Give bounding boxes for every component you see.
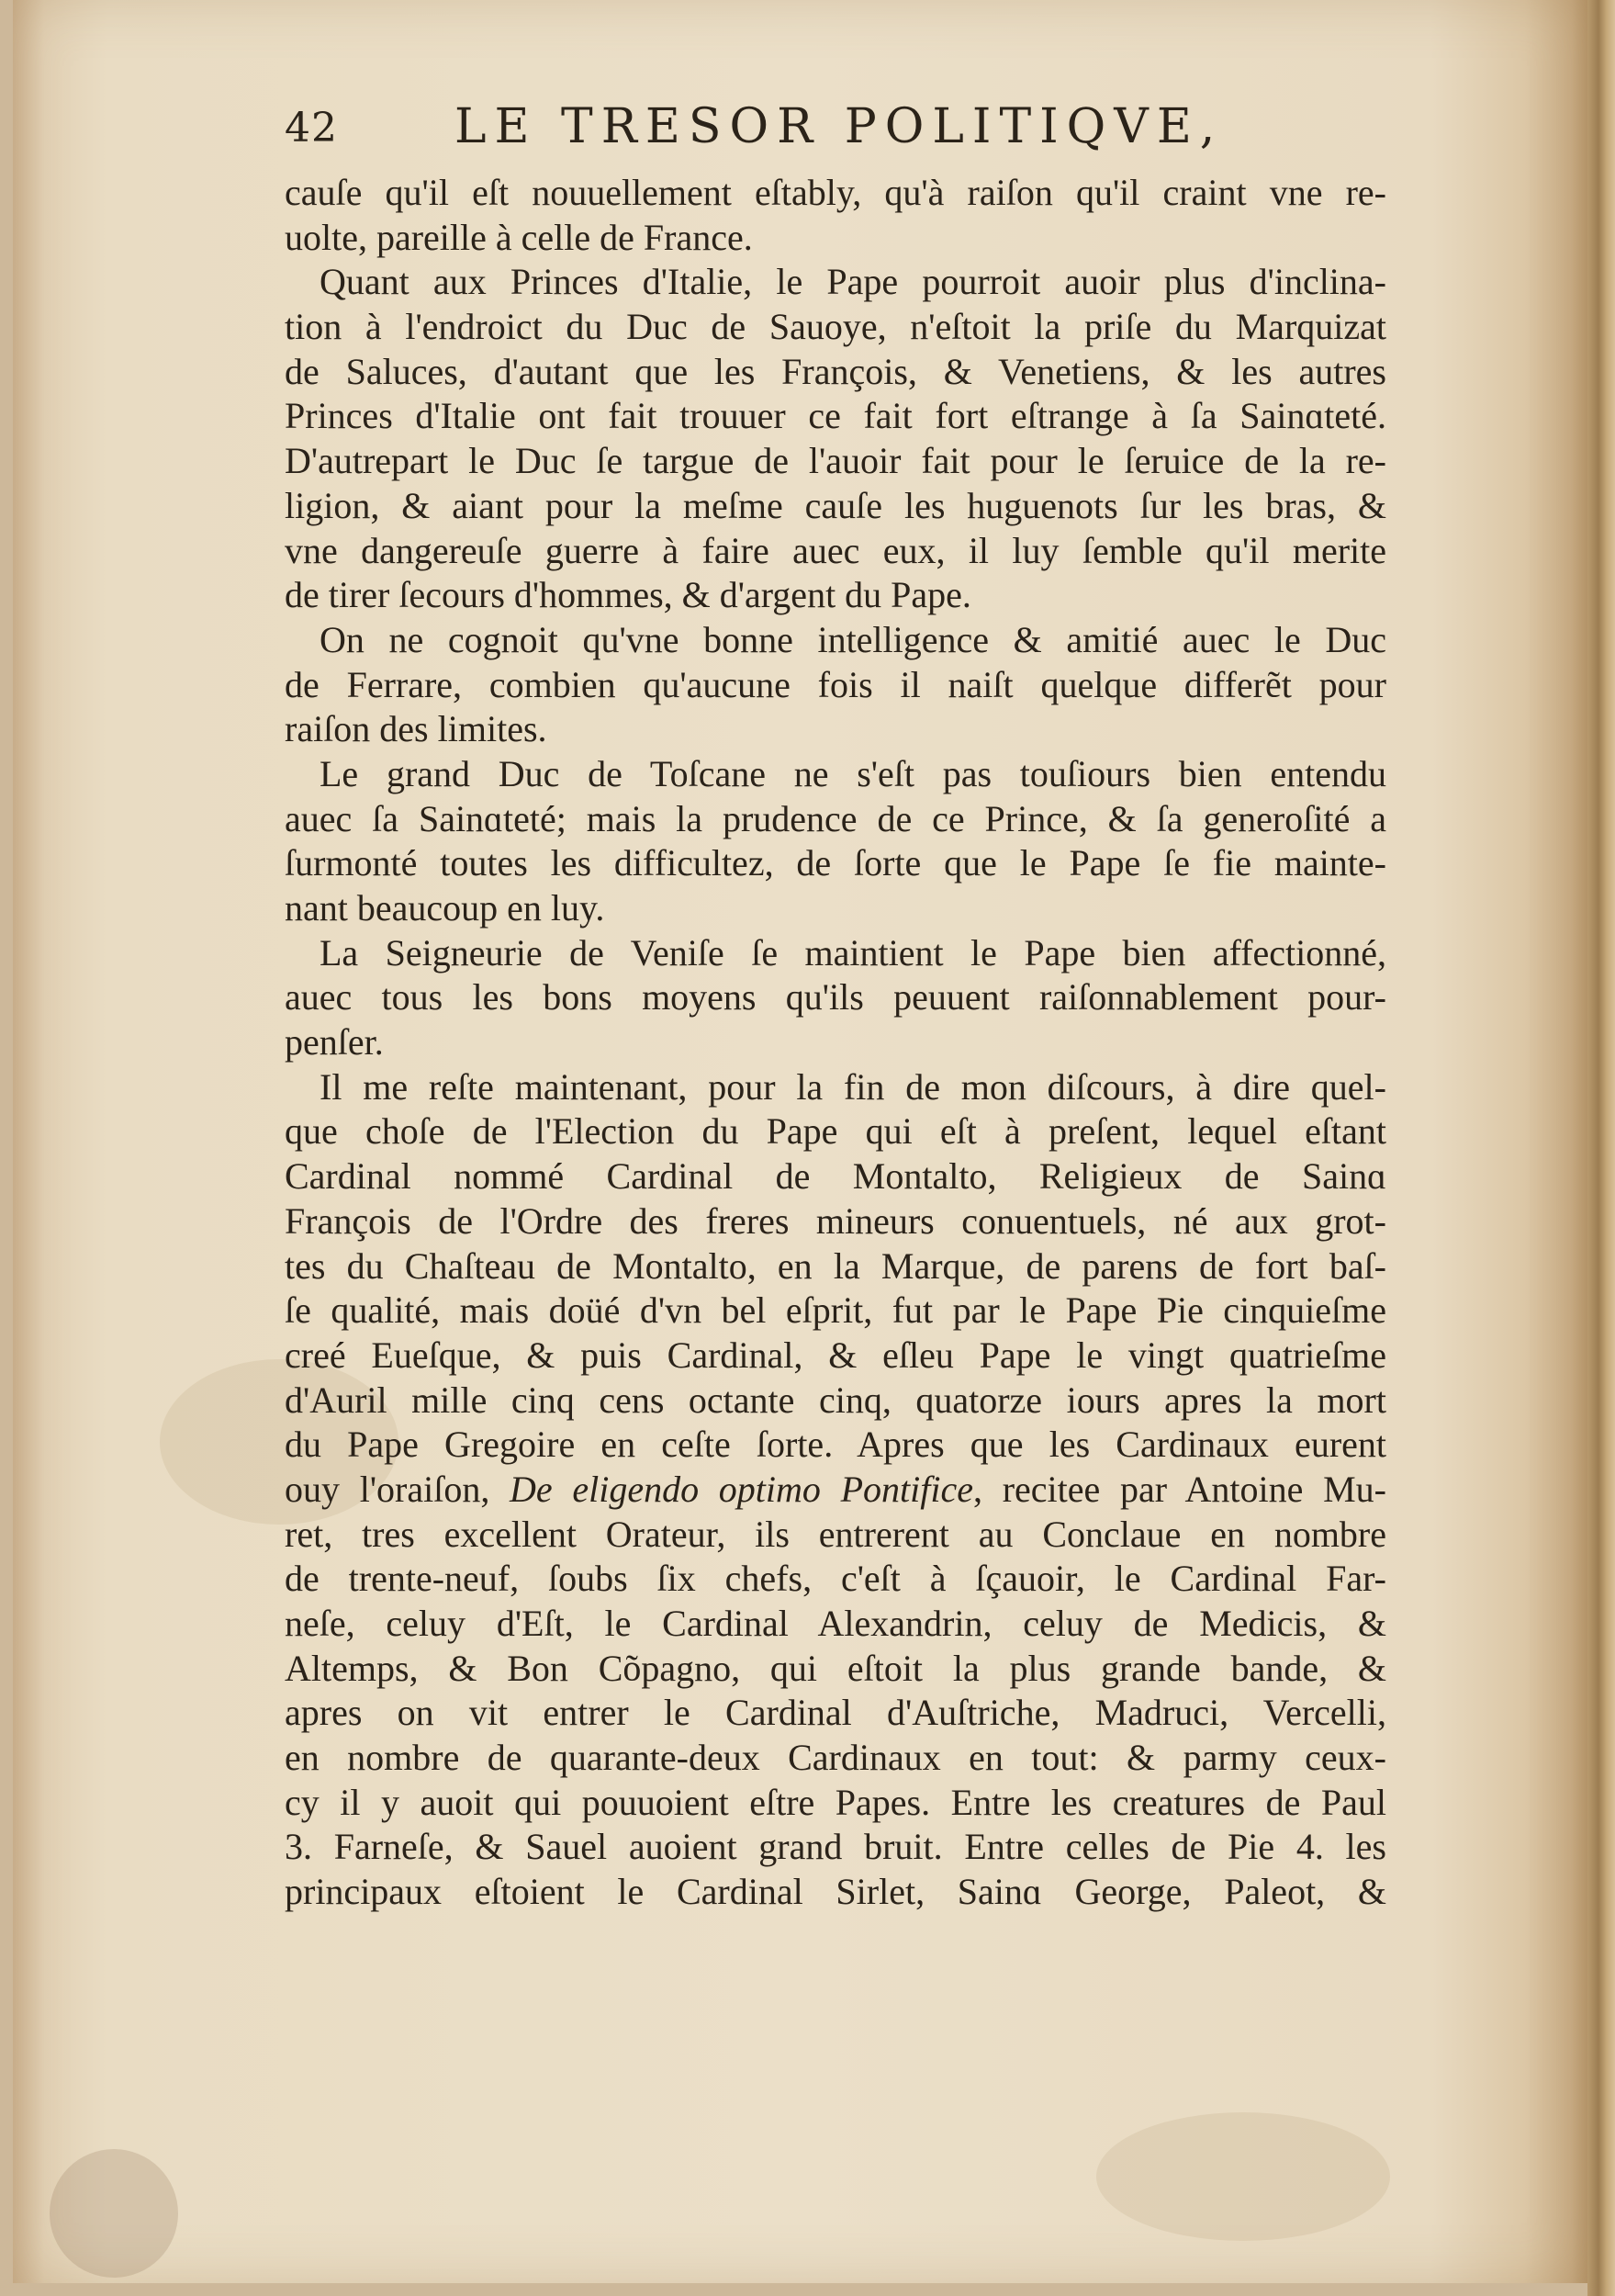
page-header <box>285 99 1340 158</box>
text-line <box>285 484 1386 529</box>
text-line-content: ſe qualité, mais doüé d'vn bel eſprit, fut par le Pape Pie cinquieſme <box>285 1289 1386 1332</box>
text-line <box>285 1870 1386 1915</box>
text-line-content: cy il y auoit qui pouuoient eſtre Papes. Entre les creatures de Paul <box>285 1781 1386 1823</box>
text-line <box>285 841 1386 886</box>
page-number: 42 <box>285 105 338 152</box>
text-line-content: auec tous les bons moyens qu'ils peuuent raiſonnablement pour- <box>285 976 1386 1019</box>
text-line-content: principaux eſtoient le Cardinal Sirlet, Sainɑ George, Paleot, & <box>285 1871 1386 1913</box>
text-line <box>285 305 1386 350</box>
text-line <box>285 171 1386 216</box>
text-line <box>285 1513 1386 1558</box>
text-line-content: Il me reſte maintenant, pour la fin de mon diſcours, à dire quel- <box>320 1065 1386 1108</box>
text-line <box>285 1691 1386 1736</box>
text-line-content: ret, tres excellent Orateur, ils entrerent au Conclaue en nombre <box>285 1513 1386 1555</box>
text-line <box>285 975 1386 1020</box>
text-line-content: Cardinal nommé Cardinal de Montalto, Religieux de Sainɑ <box>285 1155 1386 1198</box>
text-line <box>285 752 1386 797</box>
text-line-content: On ne cognoit qu'vne bonne intelligence & amitié auec le Duc <box>320 618 1386 660</box>
text-line-content: que choſe de l'Election du Pape qui eſt à preſent, lequel eſtant <box>285 1110 1386 1153</box>
text-line <box>285 1334 1386 1379</box>
text-line-content: François de l'Ordre des freres mineurs conuentuels, né aux grot- <box>285 1199 1386 1242</box>
text-line-content: ſurmonté toutes les difficultez, de ſorte que le Pape ſe fie mainte- <box>285 842 1386 884</box>
text-line <box>285 439 1386 484</box>
italic-title: De eligendo optimo Pontifice <box>510 1468 974 1510</box>
text-line <box>285 1602 1386 1647</box>
text-line <box>285 797 1386 842</box>
text-line <box>285 663 1386 708</box>
running-title: LE TRESOR POLITIQVE, <box>454 99 1224 154</box>
text-line <box>285 1244 1386 1289</box>
text-line-content: raiſon des limites. <box>285 708 547 750</box>
text-line <box>285 618 1386 663</box>
text-line <box>285 350 1386 395</box>
text-line-content: Quant aux Princes d'Italie, le Pape pourroit auoir plus d'inclina- <box>320 261 1386 303</box>
text-line-content: du Pape Gregoire en ceſte ſorte. Apres que les Cardinaux eurent <box>285 1424 1386 1466</box>
text-line <box>285 931 1386 976</box>
text-line-content: de trente-neuf, ſoubs ſix chefs, c'eſt à ſçauoir, le Cardinal Far- <box>285 1558 1386 1600</box>
body-text <box>285 171 1386 1915</box>
text-line-content: La Seigneurie de Veniſe ſe maintient le Pape bien affectionné, <box>320 931 1386 974</box>
text-line <box>285 1154 1386 1199</box>
text-line-content: creé Eueſque, & puis Cardinal, & eſleu Pape le vingt quatrieſme <box>285 1334 1386 1376</box>
text-line <box>285 394 1386 439</box>
text-line <box>285 707 1386 752</box>
text-line <box>285 1468 1386 1513</box>
text-line-content: ouy l'oraiſon, <box>285 1468 510 1510</box>
text-line <box>285 1781 1386 1826</box>
text-line-content: uolte, pareille à celle de France. <box>285 216 753 258</box>
text-line <box>285 1379 1386 1424</box>
page-edge <box>1587 0 1615 2296</box>
text-line <box>285 260 1386 305</box>
text-line-content: neſe, celuy d'Eſt, le Cardinal Alexandrin, celuy de Medicis, & <box>285 1603 1386 1644</box>
text-line <box>285 1736 1386 1781</box>
text-line <box>285 1289 1386 1334</box>
text-line-content: de Saluces, d'autant que les François, & Venetiens, & les autres <box>285 350 1386 392</box>
text-line-content: tion à l'endroict du Duc de Sauoye, n'eſtoit la priſe du Marquizat <box>285 306 1386 348</box>
text-line <box>285 1557 1386 1602</box>
text-line <box>285 1199 1386 1244</box>
text-line-content: ligion, & aiant pour la meſme cauſe les huguenots ſur les bras, & <box>285 484 1386 526</box>
text-line <box>285 1647 1386 1692</box>
text-line-content: 3. Farneſe, & Sauel auoient grand bruit. Entre celles de Pie 4. les <box>285 1826 1386 1868</box>
text-line-content: Princes d'Italie ont fait trouuer ce fait fort eſtrange à ſa Sainɑteté. <box>285 395 1386 437</box>
paper-stain <box>1096 2112 1390 2241</box>
text-line-content: cauſe qu'il eſt nouuellement eſtably, qu'à raiſon qu'il craint vne re- <box>285 172 1386 213</box>
text-line-content: Altemps, & Bon Cõpagno, qui eſtoit la plus grande bande, & <box>285 1647 1386 1689</box>
text-line-content: d'Auril mille cinq cens octante cinq, quatorze iours apres la mort <box>285 1379 1386 1421</box>
text-line <box>285 1423 1386 1468</box>
text-line <box>285 216 1386 261</box>
text-line <box>285 529 1386 574</box>
text-line <box>285 1065 1386 1110</box>
text-line-content: de Ferrare, combien qu'aucune fois il naiſt quelque differẽt pour <box>285 663 1386 705</box>
text-line-content: en nombre de quarante-deux Cardinaux en tout: & parmy ceux- <box>285 1737 1386 1779</box>
text-line-content: Le grand Duc de Toſcane ne s'eſt pas touſiours bien entendu <box>320 752 1386 794</box>
text-line <box>285 1825 1386 1870</box>
text-line-content: tes du Chaſteau de Montalto, en la Marque, de parens de fort baſ- <box>285 1244 1386 1287</box>
text-line <box>285 1020 1386 1065</box>
text-line-content: nant beaucoup en luy. <box>285 887 605 929</box>
text-line-content: vne dangereuſe guerre à faire auec eux, il luy ſemble qu'il merite <box>285 529 1386 571</box>
text-line-content: penſer. <box>285 1021 384 1064</box>
text-line-content: de tirer ſecours d'hommes, & d'argent du Pape. <box>285 574 971 616</box>
paper-stain <box>50 2149 178 2278</box>
text-line-content: auec ſa Sainɑteté; mais la prudence de ce Prince, & ſa generoſité a <box>285 797 1386 839</box>
text-line <box>285 886 1386 931</box>
text-line-content: apres on vit entrer le Cardinal d'Auſtriche, Madruci, Vercelli, <box>285 1692 1386 1734</box>
text-line <box>285 1109 1386 1154</box>
text-line-content: , recitee par Antoine Mu- <box>973 1468 1386 1510</box>
text-line-content: D'autrepart le Duc ſe targue de l'auoir fait pour le ſeruice de la re- <box>285 440 1386 482</box>
text-line <box>285 573 1386 618</box>
